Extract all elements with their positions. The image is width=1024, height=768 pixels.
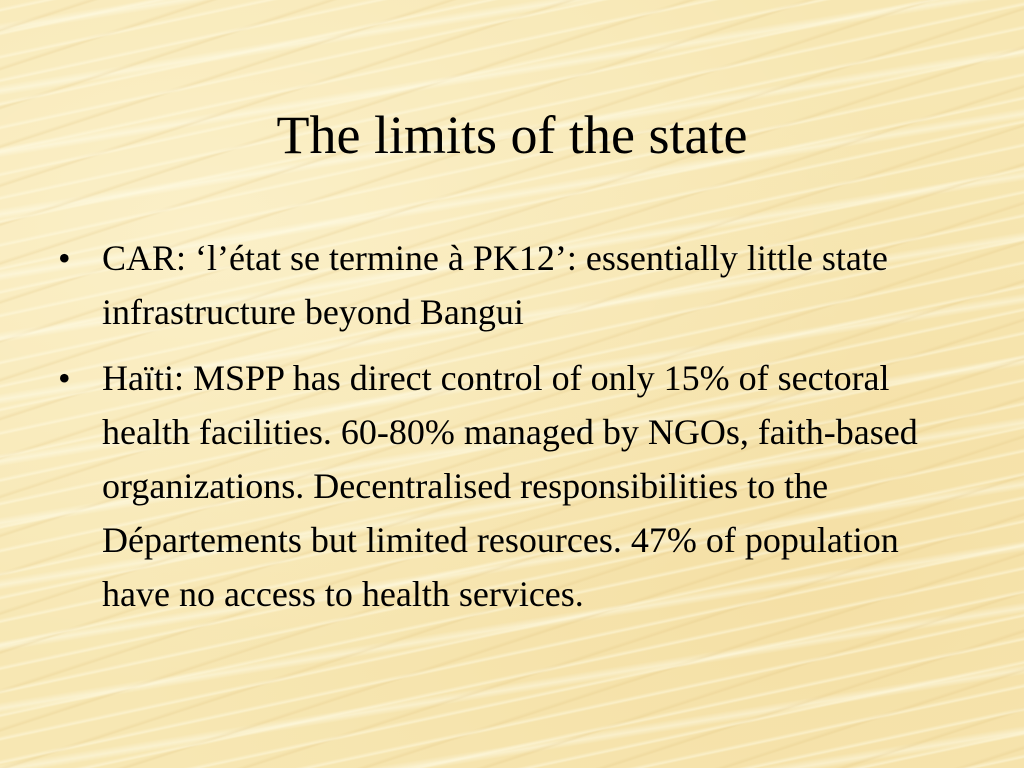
slide-title: The limits of the state <box>276 105 748 165</box>
bullet-item-haiti <box>58 351 948 621</box>
bullet-text: Haïti: MSPP has direct control of only 15% of sectoral health facilities. 60-80% managed by NGOs, faith-based organizations. Decentralised responsibilities to the Départements but limited resources. 47% of population have no access to health services. <box>102 358 918 614</box>
bullet-text: CAR: ‘l’état se termine à PK12’: essentially little state infrastructure beyond Bangui <box>102 238 888 332</box>
bullet-list <box>58 231 948 633</box>
bullet-marker: • <box>58 358 71 398</box>
bullet-item-car <box>58 231 948 339</box>
bullet-marker: • <box>58 238 71 278</box>
